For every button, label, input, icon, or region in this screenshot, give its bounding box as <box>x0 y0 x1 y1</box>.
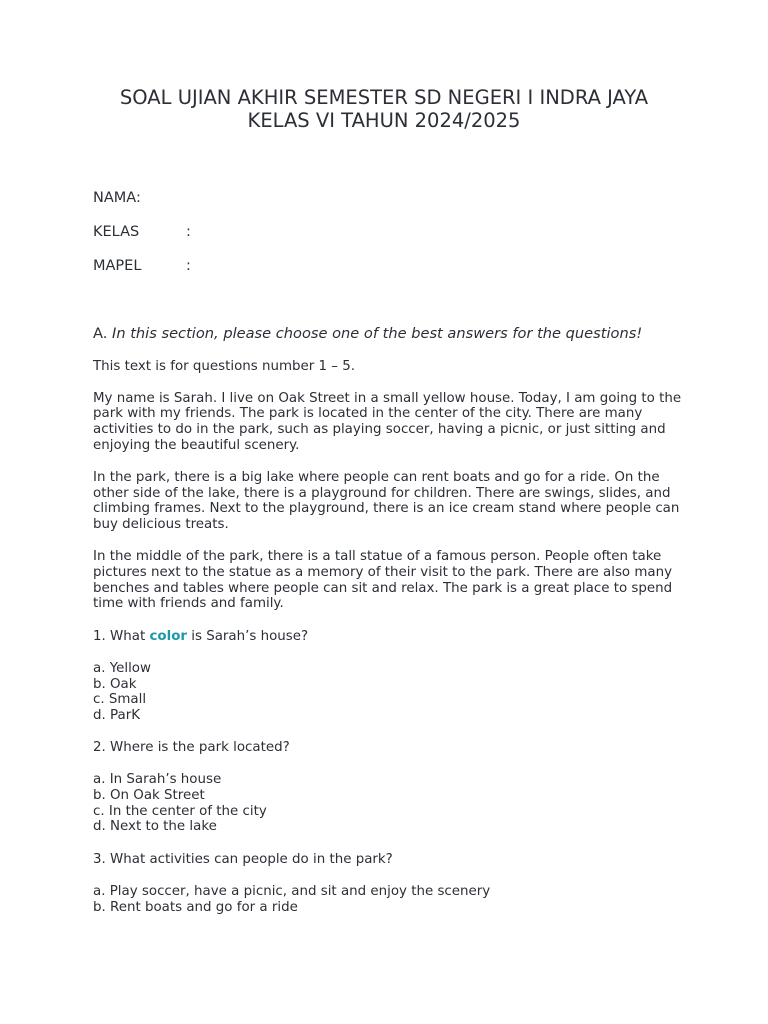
reading-paragraph-3: In the middle of the park, there is a tall statue of a famous person. People often take pictures next to the statue as a memory of their visit to the park. There are also many benches and tables where people can sit and relax. The park is a great place to spend time with friends and family. <box>93 549 673 612</box>
question-3: 3. What activities can people do in the park? <box>93 851 393 867</box>
kelas-label: KELAS <box>93 224 140 240</box>
title-line-1: SOAL UJIAN AKHIR SEMESTER SD NEGERI I INDRA JAYA <box>119 86 649 109</box>
nama-field <box>93 189 141 207</box>
mapel-colon: : <box>186 258 191 274</box>
option-2a: a. In Sarah’s house <box>93 772 222 788</box>
question-2-options <box>93 772 683 835</box>
question-1 <box>93 629 683 645</box>
page-title <box>60 86 708 132</box>
reading-paragraph-1: My name is Sarah. I live on Oak Street in a small yellow house. Today, I am going to the park with my friends. The park is located in the center of the city. There are many activities to do in the park, such as playing soccer, having a picnic, or just sitting and enjoying the beautiful scenery. <box>93 390 682 453</box>
reading-paragraph-2: In the park, there is a big lake where people can rent boats and go for a ride. On the other side of the lake, there is a playground for children. There are swings, slides, and climbing frames. Next to the playground, there is an ice cream stand where people can buy delicious treats. <box>93 470 680 533</box>
question-2: 2. Where is the park located? <box>93 740 290 756</box>
option-2d: d. Next to the lake <box>93 819 217 835</box>
option-3b: b. Rent boats and go for a ride <box>93 899 298 915</box>
title-line-2: KELAS VI TAHUN 2024/2025 <box>247 109 521 132</box>
text-intro: This text is for questions number 1 – 5. <box>93 358 356 374</box>
section-a-instruction: In this section, please choose one of the best answers for the questions! <box>112 325 643 342</box>
question-1-text-start: 1. What <box>93 628 150 644</box>
option-1b: b. Oak <box>93 676 137 692</box>
mapel-label: MAPEL <box>93 258 142 274</box>
option-2c: c. In the center of the city <box>93 803 267 819</box>
question-1-text-end: is Sarah’s house? <box>187 628 309 644</box>
kelas-colon: : <box>186 224 191 240</box>
kelas-field <box>93 223 191 241</box>
question-3-options <box>93 884 683 915</box>
section-a-heading <box>93 325 683 342</box>
nama-label: NAMA: <box>93 190 141 206</box>
option-2b: b. On Oak Street <box>93 788 205 804</box>
mapel-field <box>93 257 191 275</box>
question-1-highlight-link[interactable]: color <box>149 628 188 644</box>
section-a <box>93 325 683 932</box>
option-3a: a. Play soccer, have a picnic, and sit and enjoy the scenery <box>93 883 491 899</box>
section-a-prefix: A. <box>93 325 108 342</box>
option-1a: a. Yellow <box>93 660 151 676</box>
question-1-options <box>93 661 683 724</box>
option-1d: d. ParK <box>93 707 140 723</box>
option-1c: c. Small <box>93 692 147 708</box>
